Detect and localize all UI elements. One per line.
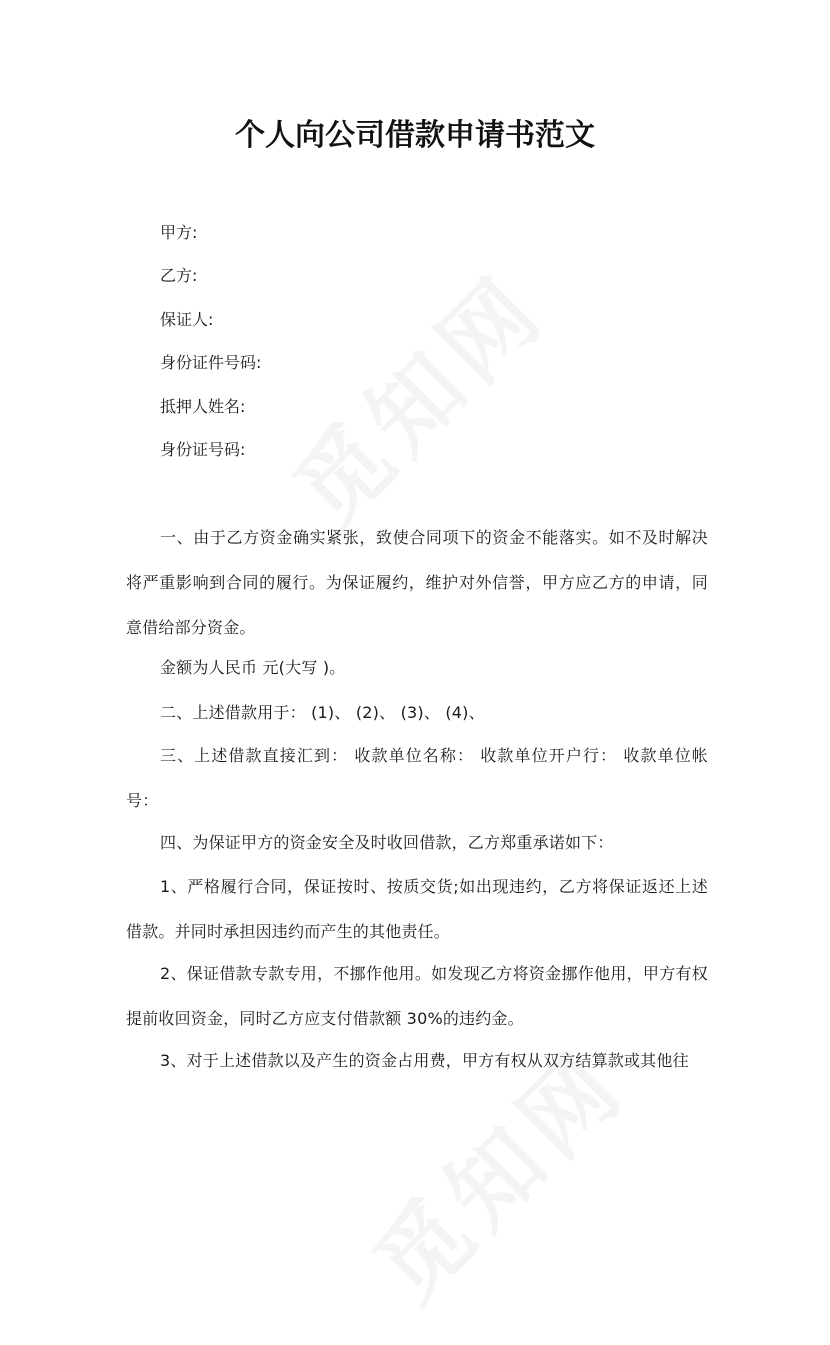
paragraph-4: 四、为保证甲方的资金安全及时收回借款，乙方郑重承诺如下： [160,833,614,852]
paragraph-2: 二、上述借款用于： (1)、 (2)、 (3)、 (4)、 [160,703,485,722]
paragraph-1: 一、由于乙方资金确实紧张，致使合同项下的资金不能落实。如不及时解决将严重影响到合同的履行。为保证履约，维护对外信誉，甲方应乙方的申请，同意借给部分资金。 [126,528,708,637]
field-mortgagor-id: 身份证号码: [160,440,246,459]
field-guarantor: 保证人: [160,310,214,329]
document-title: 个人向公司借款申请书范文 [235,118,595,153]
paragraph-3: 三、上述借款直接汇到： 收款单位名称： 收款单位开户行： 收款单位帐号： [126,746,708,810]
field-party-b: 乙方: [160,266,198,285]
paragraph-amount: 金额为人民币 元(大写 )。 [160,658,346,677]
field-party-a: 甲方: [160,223,198,242]
field-id-number: 身份证件号码: [160,353,262,372]
field-mortgagor-name: 抵押人姓名: [160,397,246,416]
paragraph-4-2: 2、保证借款专款专用，不挪作他用。如发现乙方将资金挪作他用，甲方有权提前收回资金，同时乙方应支付借款额 30%的违约金。 [126,964,708,1028]
paragraph-4-3: 3、对于上述借款以及产生的资金占用费，甲方有权从双方结算款或其他往 [160,1051,689,1070]
paragraph-4-1: 1、严格履行合同，保证按时、按质交货;如出现违约，乙方将保证返还上述借款。并同时承担因违约而产生的其他责任。 [126,877,708,941]
